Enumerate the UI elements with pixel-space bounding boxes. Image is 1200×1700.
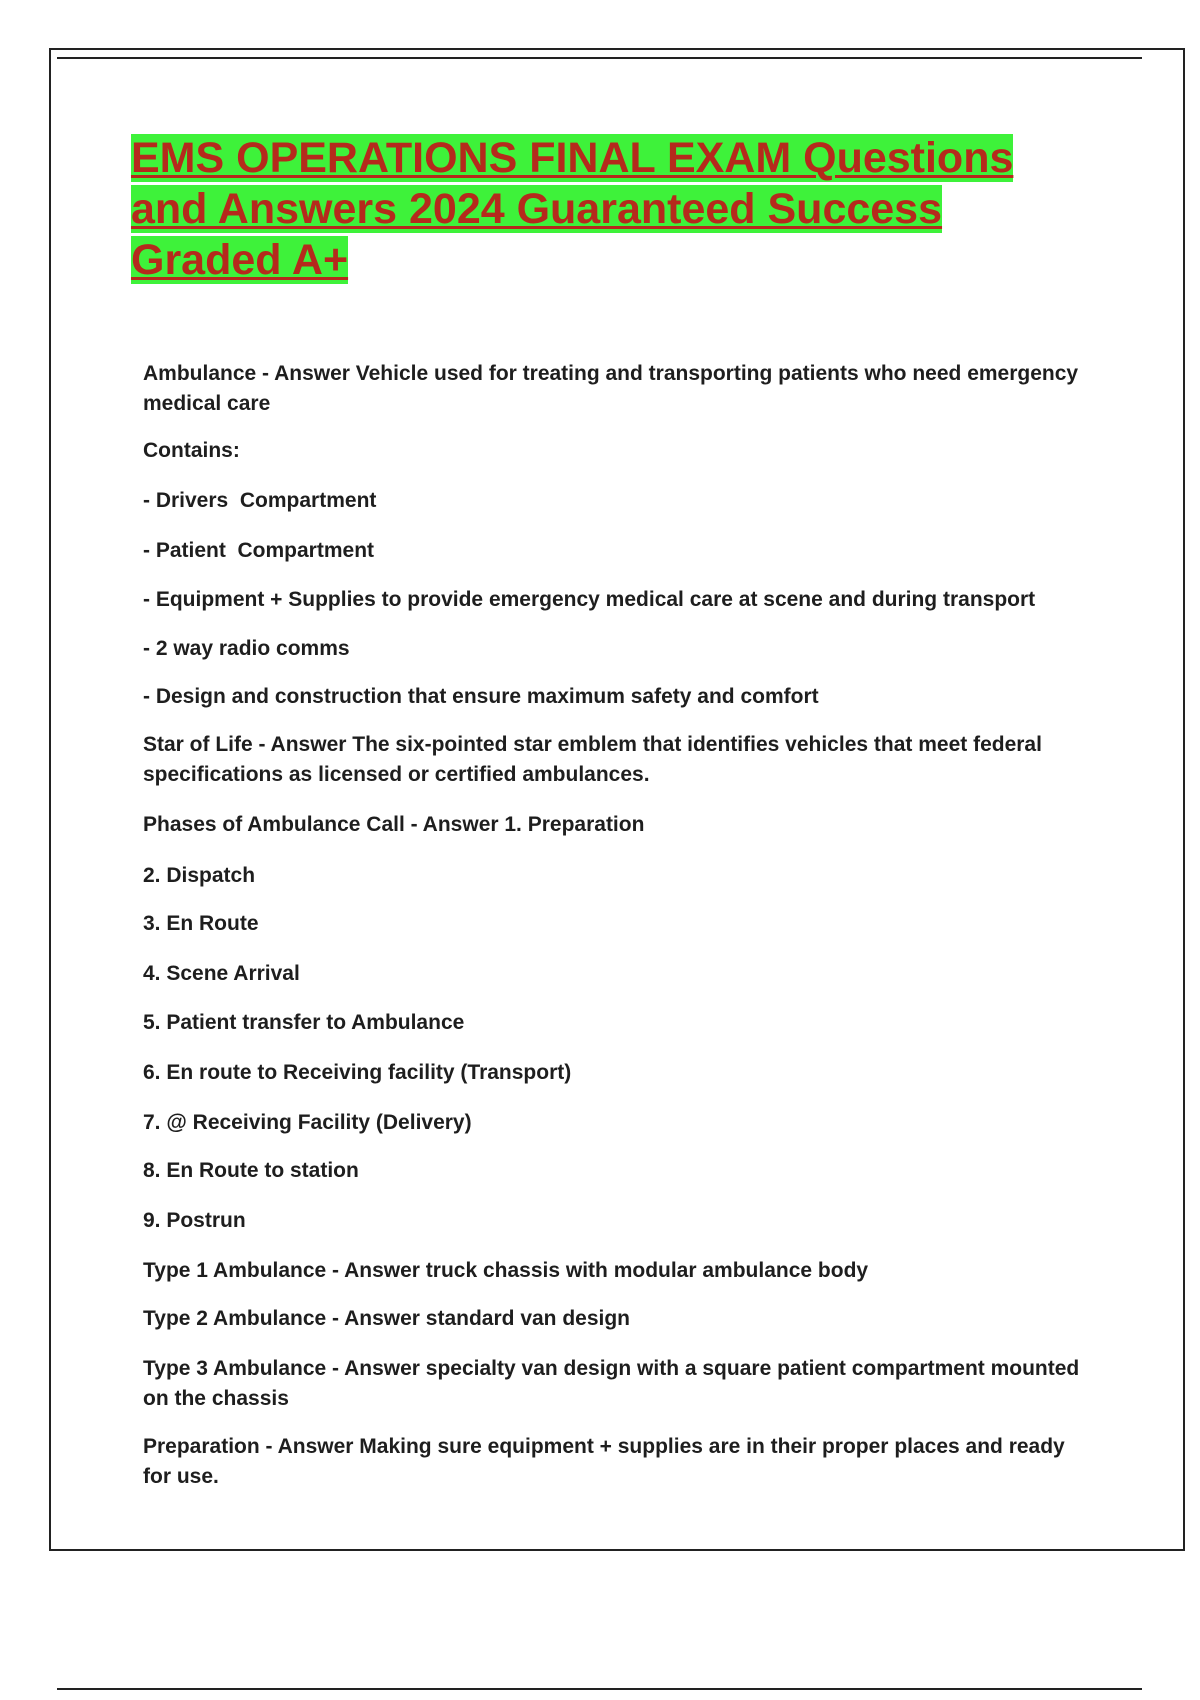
list-item: 8. En Route to station xyxy=(143,1159,359,1182)
list-item: - 2 way radio comms xyxy=(143,637,350,660)
list-item: 9. Postrun xyxy=(143,1209,246,1232)
entry-type-1: Type 1 Ambulance - Answer truck chassis with modular ambulance body xyxy=(143,1259,869,1282)
document-title xyxy=(131,133,1091,286)
list-item: 7. @ Receiving Facility (Delivery) xyxy=(143,1111,472,1134)
document-body xyxy=(143,359,1086,1492)
list-item: 3. En Route xyxy=(143,912,259,935)
entry-contains: Contains: xyxy=(143,439,240,462)
entry-preparation: Preparation - Answer Making sure equipment + supplies are in their proper places and ready for use. xyxy=(143,1435,1071,1488)
list-item: - Design and construction that ensure maximum safety and comfort xyxy=(143,685,819,708)
document-title-text: EMS OPERATIONS FINAL EXAM Questions and Answers 2024 Guaranteed Success Graded A+ xyxy=(131,134,1014,284)
list-item: 2. Dispatch xyxy=(143,864,256,887)
list-item: 4. Scene Arrival xyxy=(143,962,300,985)
list-item: - Drivers Compartment xyxy=(143,489,377,512)
bottom-rule xyxy=(57,1688,1142,1690)
list-item: - Patient Compartment xyxy=(143,539,375,562)
entry-ambulance: Ambulance - Answer Vehicle used for treating and transporting patients who need emergency medical care xyxy=(143,362,1084,415)
list-item: 6. En route to Receiving facility (Transport) xyxy=(143,1061,572,1084)
list-item: - Equipment + Supplies to provide emergency medical care at scene and during transport xyxy=(143,588,1036,611)
entry-star-of-life: Star of Life - Answer The six-pointed star emblem that identifies vehicles that meet federal specifications as licensed or certified ambulances. xyxy=(143,733,1048,786)
entry-type-3: Type 3 Ambulance - Answer specialty van design with a square patient compartment mounted on the chassis xyxy=(143,1357,1086,1410)
list-item: 5. Patient transfer to Ambulance xyxy=(143,1011,465,1034)
entry-phases: Phases of Ambulance Call - Answer 1. Preparation xyxy=(143,813,645,836)
entry-type-2: Type 2 Ambulance - Answer standard van design xyxy=(143,1307,631,1330)
